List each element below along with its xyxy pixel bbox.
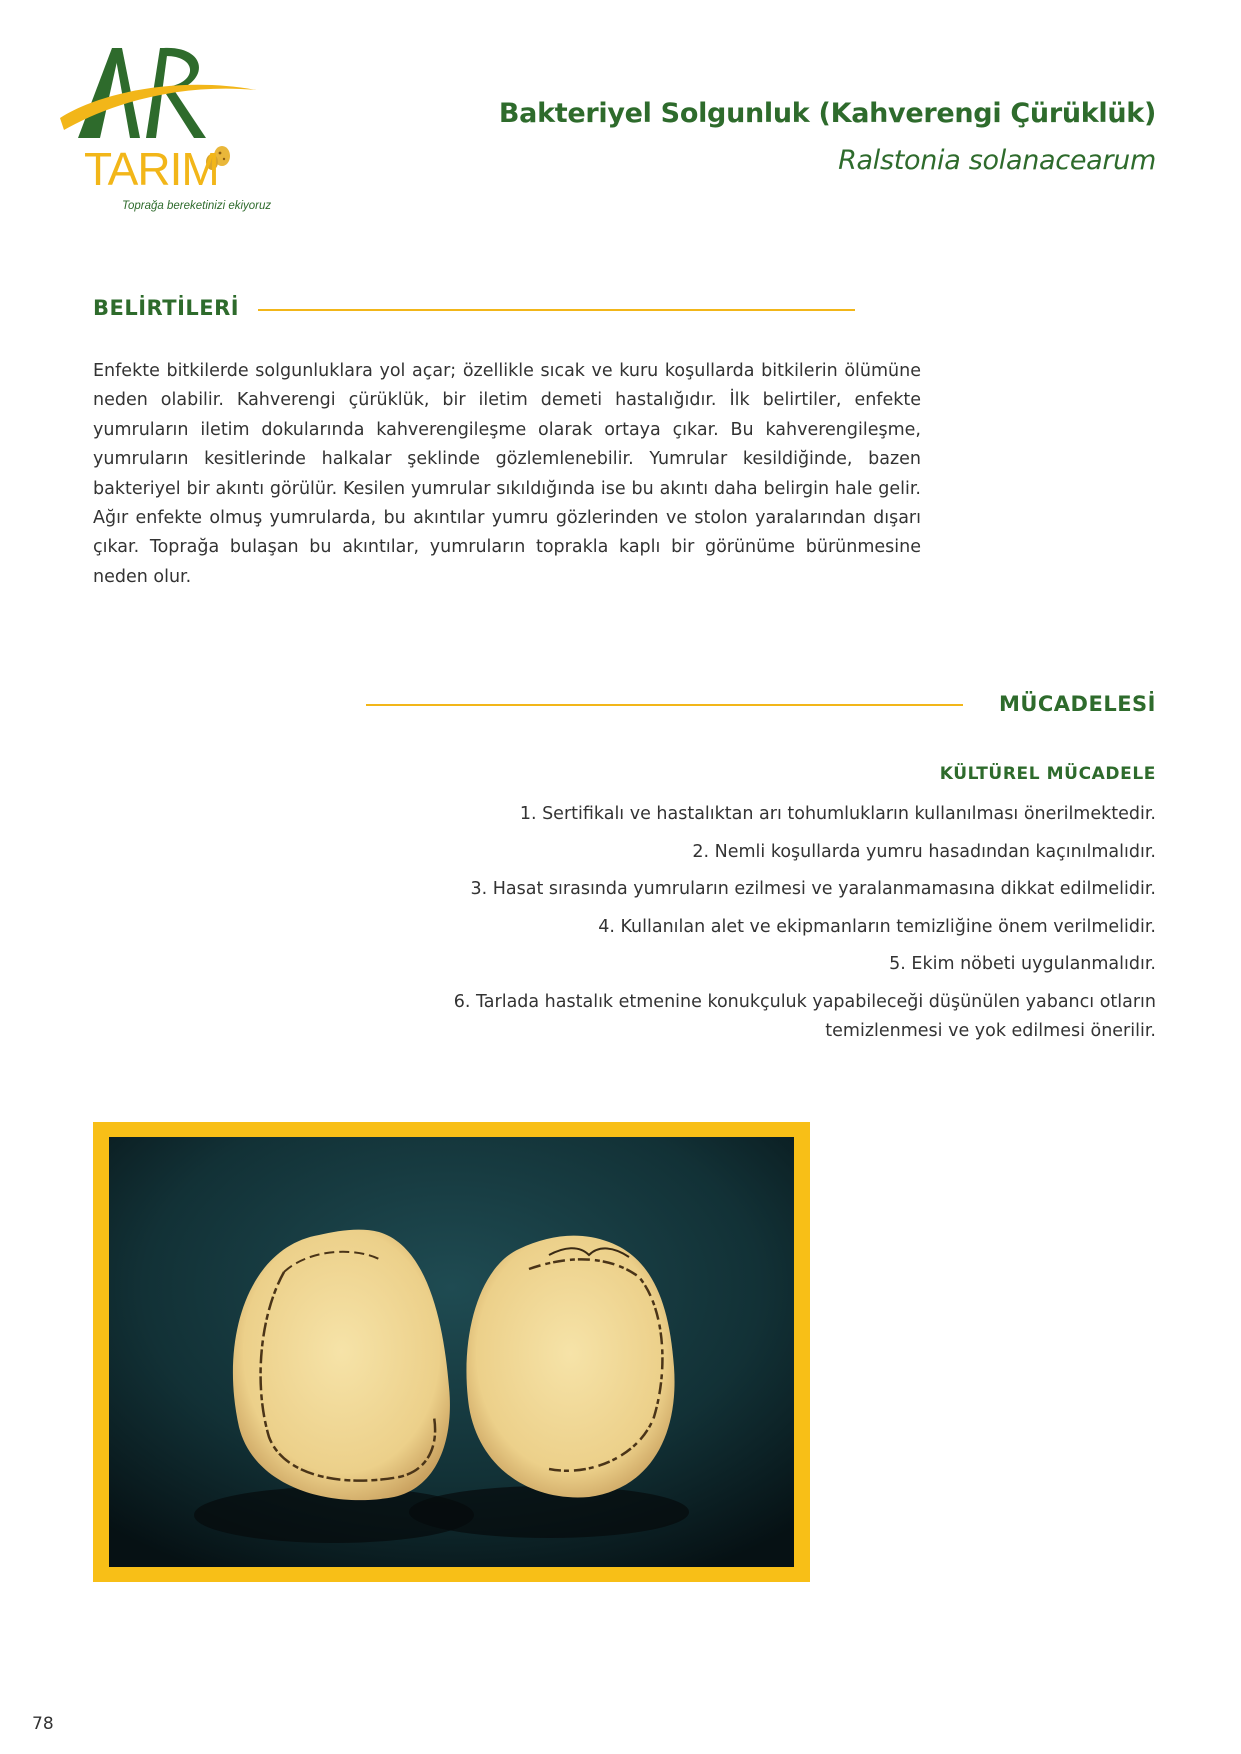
document-subtitle: Ralstonia solanacearum <box>838 145 1156 176</box>
symptoms-heading: BELİRTİLERİ <box>93 296 240 320</box>
list-item: 3. Hasat sırasında yumruların ezilmesi ve yaralanmamasına dikkat edilmelidir. <box>470 879 1156 899</box>
control-heading-rule <box>366 704 963 706</box>
cultural-control-heading: KÜLTÜREL MÜCADELE <box>939 764 1156 784</box>
symptoms-paragraph: Enfekte bitkilerde solgunluklara yol açar; özellikle sıcak ve kuru koşullarda bitkilerin ölümüne neden olabilir. Kahverengi çürüklük, bir iletim demeti hastalığıdır. İlk belirtiler, enfekte yumruların iletim dokularında kahverengileşme olarak ortaya çıkar. Bu kahverengileşme, yumruların kesitlerinde halkalar şeklinde gözlemlenebilir. Yumrular kesildiğinde, bazen bakteriyel bir akıntı görülür. Kesilen yumrular sıkıldığında ise bu akıntı daha belirgin hale gelir. Ağır enfekte olmuş yumrularda, bu akıntılar yumru gözlerinden ve stolon yaralarından dışarı çıkar. Toprağa bulaşan bu akıntılar, yumruların toprakla kaplı bir görünüme bürünmesine neden olur. <box>93 361 921 587</box>
brand-slogan: Toprağa bereketinizi ekiyoruz <box>122 200 272 212</box>
cut-potato-tuber-photo <box>109 1137 794 1567</box>
list-item: 6. Tarlada hastalık etmenine konukçuluk yapabileceği düşünülen yabancı otların temizlenmesi ve yok edilmesi önerilir. <box>453 991 1156 1041</box>
brand-name: TARIM <box>84 143 219 195</box>
tuber-photo-frame <box>93 1122 810 1582</box>
symptoms-heading-rule <box>258 309 855 311</box>
brand-logo <box>60 40 290 220</box>
control-heading: MÜCADELESİ <box>998 692 1156 716</box>
cultural-control-list <box>376 800 1156 1055</box>
document-title: Bakteriyel Solgunluk (Kahverengi Çürüklük) <box>498 98 1156 129</box>
page-number: 78 <box>32 1714 54 1734</box>
list-item: 4. Kullanılan alet ve ekipmanların temizliğine önem verilmelidir. <box>598 916 1156 937</box>
list-item: 2. Nemli koşullarda yumru hasadından kaçınılmalıdır. <box>692 841 1156 862</box>
list-item: 1. Sertifikalı ve hastalıktan arı tohumlukların kullanılması önerilmektedir. <box>519 804 1156 824</box>
list-item: 5. Ekim nöbeti uygulanmalıdır. <box>889 954 1156 974</box>
